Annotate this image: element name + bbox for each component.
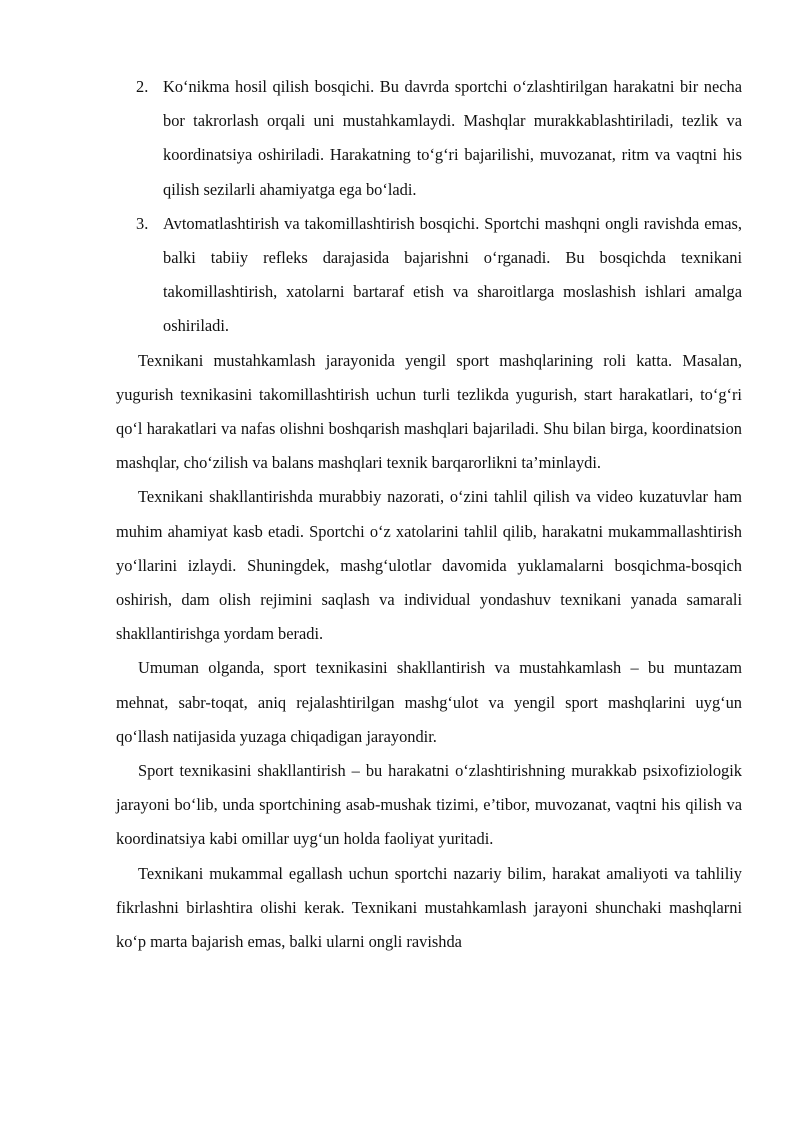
list-item-number: 3.	[136, 213, 149, 233]
paragraph: Texnikani shakllantirishda murabbiy nazorati, o‘zini tahlil qilish va video kuzatuvlar ham muhim ahamiyat kasb etadi. Sportchi o‘z xatolarini tahlil qilib, harakatni mukammallashtirish yo‘llarini izlaydi. Shuningdek, mashg‘ulotlar davomida yuklamalarni bosqichma-bosqich oshirish, dam olish rejimini saqlash va individual yondashuv texnikani yanada samarali shakllantirishga yordam beradi.	[116, 487, 742, 644]
paragraph: Sport texnikasini shakllantirish – bu harakatni o‘zlashtirishning murakkab psixofiziologik jarayoni bo‘lib, unda sportchining asab-mushak tizimi, e’tibor, muvozanat, vaqtni his qilish va koordinatsiya kabi omillar uyg‘un holda faoliyat yuritadi.	[116, 761, 742, 849]
paragraph: Texnikani mukammal egallash uchun sportchi nazariy bilim, harakat amaliyoti va tahliliy fikrlashni birlashtira olishi kerak. Texnikani mustahkamlash jarayoni shunchaki mashqlarni ko‘p marta bajarish emas, balki ularni ongli ravishda	[116, 863, 742, 952]
document-page	[116, 70, 742, 959]
list-item	[116, 207, 742, 344]
list-item-number: 2.	[136, 77, 149, 96]
paragraph: Umuman olganda, sport texnikasini shakllantirish va mustahkamlash – bu muntazam mehnat, sabr-toqat, aniq rejalashtirilgan mashg‘ulot va yengil sport mashqlarini uyg‘un qo‘llash natijasida yuzaga chiqadigan jarayondir.	[116, 658, 742, 746]
list-item-text: Ko‘nikma hosil qilish bosqichi. Bu davrda sportchi o‘zlashtirilgan harakatni bir necha bor takrorlash orqali uni mustahkamlaydi. Mashqlar murakkablashtiriladi, tezlik va koordinatsiya oshiriladi. Harakatning to‘g‘ri bajarilishi, muvozanat, ritm va vaqtni his qilish sezilarli ahamiyatga ega bo‘ladi.	[163, 77, 742, 199]
list-item-text: Avtomatlashtirish va takomillashtirish bosqichi. Sportchi mashqni ongli ravishda emas, balki tabiiy refleks darajasida bajarishni o‘rganadi. Bu bosqichda texnikani takomillashtirish, xatolarni bartaraf etish va sharoitlarga moslashish ishlari amalga oshiriladi.	[163, 213, 742, 336]
paragraph: Texnikani mustahkamlash jarayonida yengil sport mashqlarining roli katta. Masalan, yugurish texnikasini takomillashtirish uchun turli tezlikda yugurish, start harakatlari, to‘g‘ri qo‘l harakatlari va nafas olishni boshqarish mashqlari bajariladi. Shu bilan birga, koordinatsion mashqlar, cho‘zilish va balans mashqlari texnik barqarorlikni ta’minlaydi.	[116, 350, 742, 473]
list-item	[116, 70, 742, 207]
